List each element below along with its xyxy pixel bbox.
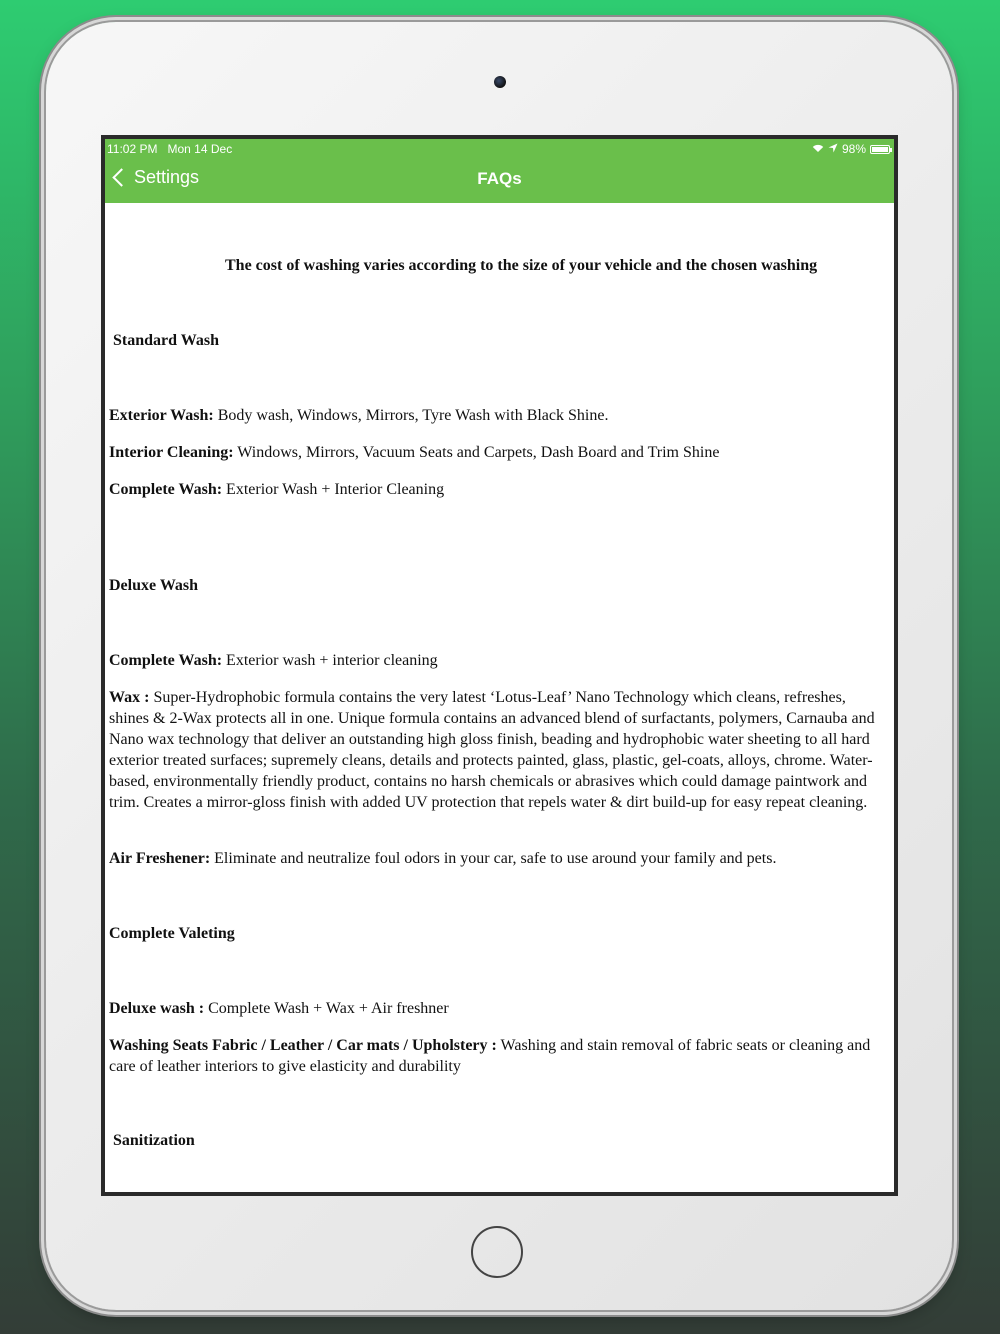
list-item (109, 405, 889, 426)
item-text: Windows, Mirrors, Vacuum Seats and Carpets, Dash Board and Trim Shine (233, 444, 720, 461)
front-camera (494, 76, 506, 88)
item-text: Super-Hydrophobic formula contains the very latest ‘Lotus-Leaf’ Nano Technology which cleans, refreshes, shines & 2-Wax protects all in one. Unique formula contains an advanced blend of surfactants, polymers, Carnauba and Nano wax technology that deliver an outstanding high gloss finish, beading and hydrophobic water sheeting to all hard exterior treated surfaces; supremely cleans, details and protects painted, glass, plastic, gel-coats, alloys, chrome. Water-based, environmentally friendly product, contains no harsh chemicals or abrasives which could damage paintwork and trim. Creates a mirror-gloss finish with added UV protection that repels water & dirt build-up for easy repeat cleaning. (109, 689, 875, 811)
status-time: 11:02 PM (107, 142, 158, 156)
list-item (109, 650, 889, 671)
home-button[interactable] (471, 1226, 523, 1278)
list-item (109, 848, 889, 869)
intro-text: The cost of washing varies according to the size of your vehicle and the chosen washing (225, 257, 818, 274)
app-screen (101, 135, 898, 1196)
item-text: Exterior wash + interior cleaning (222, 652, 438, 669)
faq-content (105, 203, 894, 1192)
list-item (109, 998, 889, 1019)
item-label: Interior Cleaning: (109, 444, 234, 461)
page-title: FAQs (477, 169, 522, 188)
battery-percent: 98% (841, 142, 866, 156)
status-left (107, 139, 232, 159)
item-text: Complete Wash + Wax + Air freshner (204, 1000, 449, 1017)
navigation-bar (105, 139, 894, 203)
section-heading-complete-valeting: Complete Valeting (109, 925, 235, 942)
list-item (109, 442, 889, 463)
status-date: Mon 14 Dec (167, 142, 233, 156)
item-label: Complete Wash: (109, 652, 223, 669)
section-heading-sanitization: Sanitization (113, 1132, 195, 1149)
wifi-icon (812, 139, 824, 159)
item-text: Washing and stain removal of fabric seats or cleaning and care of leather interiors to give elasticity and durability (109, 1037, 871, 1075)
status-right (812, 139, 890, 159)
ipad-frame (46, 22, 952, 1310)
item-label: Air Freshener: (109, 850, 211, 867)
back-button-label: Settings (134, 167, 200, 187)
item-label: Wax : (109, 689, 150, 706)
item-text: Body wash, Windows, Mirrors, Tyre Wash with Black Shine. (213, 407, 609, 424)
item-label: Washing Seats Fabric / Leather / Car mats / Upholstery : (109, 1037, 497, 1054)
status-bar (105, 139, 894, 159)
item-label: Complete Wash: (109, 481, 223, 498)
list-item (109, 687, 889, 813)
location-arrow-icon (828, 139, 838, 159)
item-label: Deluxe wash : (109, 1000, 205, 1017)
battery-icon (870, 145, 890, 154)
list-item (109, 479, 889, 500)
item-label: Exterior Wash: (109, 407, 214, 424)
item-text: Exterior Wash + Interior Cleaning (222, 481, 445, 498)
section-heading-standard-wash: Standard Wash (113, 332, 219, 349)
list-item (109, 1035, 889, 1077)
item-text: Eliminate and neutralize foul odors in your car, safe to use around your family and pets. (210, 850, 777, 867)
section-heading-deluxe-wash: Deluxe Wash (109, 577, 199, 594)
